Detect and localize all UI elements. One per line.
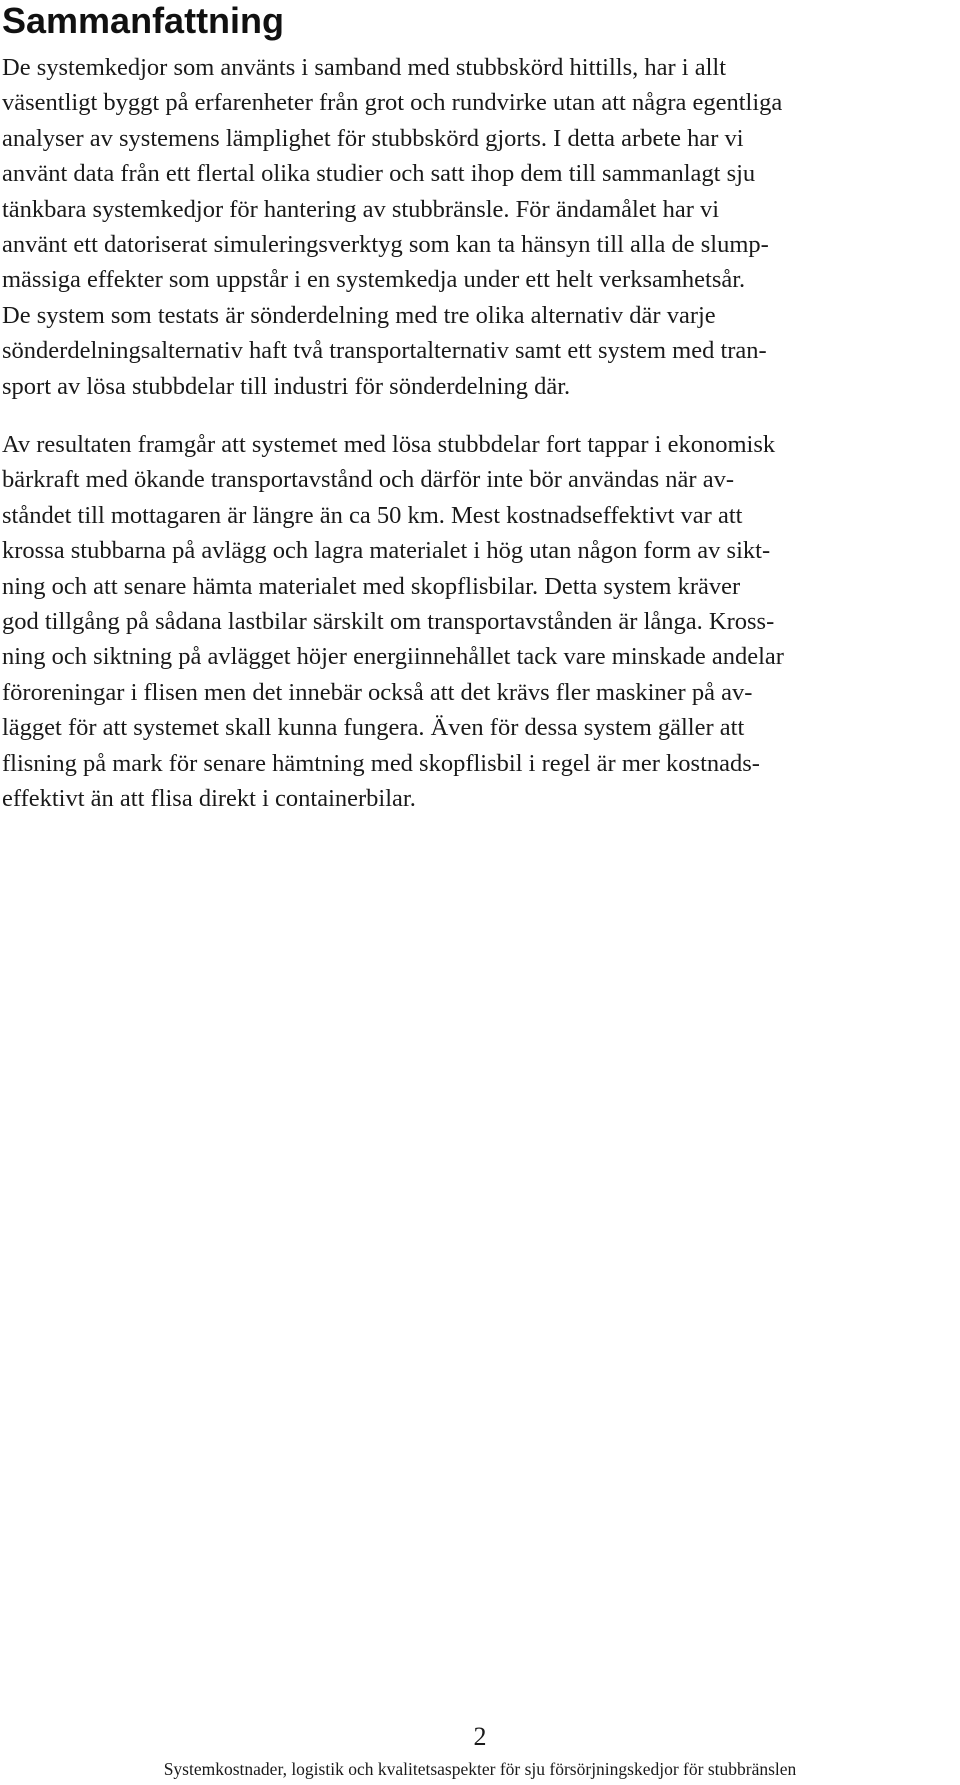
paragraph-line: ning och siktning på avlägget höjer energiinnehållet tack vare minskade andelar	[2, 643, 784, 671]
paragraph-line: lägget för att systemet skall kunna fungera. Även för dessa system gäller att	[2, 714, 745, 742]
paragraph-line: använt data från ett flertal olika studier och satt ihop dem till sammanlagt sju	[2, 160, 756, 188]
page-number: 2	[473, 1722, 487, 1751]
paragraph-line: mässiga effekter som uppstår i en systemkedja under ett helt verksamhetsår.	[2, 266, 746, 294]
paragraph-line: god tillgång på sådana lastbilar särskilt om transportavstånden är långa. Kross-	[2, 607, 775, 635]
paragraph-line: krossa stubbarna på avlägg och lagra materialet i hög utan någon form av sikt-	[2, 537, 771, 565]
paragraph-line: flisning på mark för senare hämtning med skopflisbil i regel är mer kostnads-	[2, 749, 760, 777]
summary-paragraph-2	[2, 427, 924, 816]
paragraph-line: sport av lösa stubbdelar till industri för sönderdelning där.	[2, 372, 571, 400]
summary-paragraph-1	[2, 50, 924, 404]
paragraph-line: analyser av systemens lämplighet för stubbskörd gjorts. I detta arbete har vi	[2, 124, 744, 152]
paragraph-line: tänkbara systemkedjor för hantering av stubbränsle. För ändamålet har vi	[2, 195, 720, 223]
paragraph-line: sönderdelningsalternativ haft två transportalternativ samt ett system med tran-	[2, 337, 767, 365]
section-heading: Sammanfattning	[2, 0, 285, 41]
paragraph-line: Av resultaten framgår att systemet med lösa stubbdelar fort tappar i ekonomisk	[2, 431, 776, 458]
paragraph-line: bärkraft med ökande transportavstånd och därför inte bör användas när av-	[2, 466, 734, 494]
paragraph-line: effektivt än att flisa direkt i containerbilar.	[2, 784, 416, 812]
page-footer: Systemkostnader, logistik och kvalitetsaspekter för sju försörjningskedjor för stubbränslen	[163, 1759, 797, 1779]
paragraph-line: De system som testats är sönderdelning med tre olika alternativ där varje	[2, 301, 716, 329]
paragraph-line: ståndet till mottagaren är längre än ca 50 km. Mest kostnadseffektivt var att	[2, 501, 743, 529]
paragraph-line: De systemkedjor som använts i samband med stubbskörd hittills, har i allt	[2, 54, 727, 81]
paragraph-line: använt ett datoriserat simuleringsverktyg som kan ta hänsyn till alla de slump-	[2, 230, 769, 258]
paragraph-line: väsentligt byggt på erfarenheter från grot och rundvirke utan att några egentliga	[2, 89, 783, 117]
paragraph-line: ning och att senare hämta materialet med skopflisbilar. Detta system kräver	[2, 572, 741, 600]
paragraph-line: föroreningar i flisen men det innebär också att det krävs fler maskiner på av-	[2, 678, 753, 706]
